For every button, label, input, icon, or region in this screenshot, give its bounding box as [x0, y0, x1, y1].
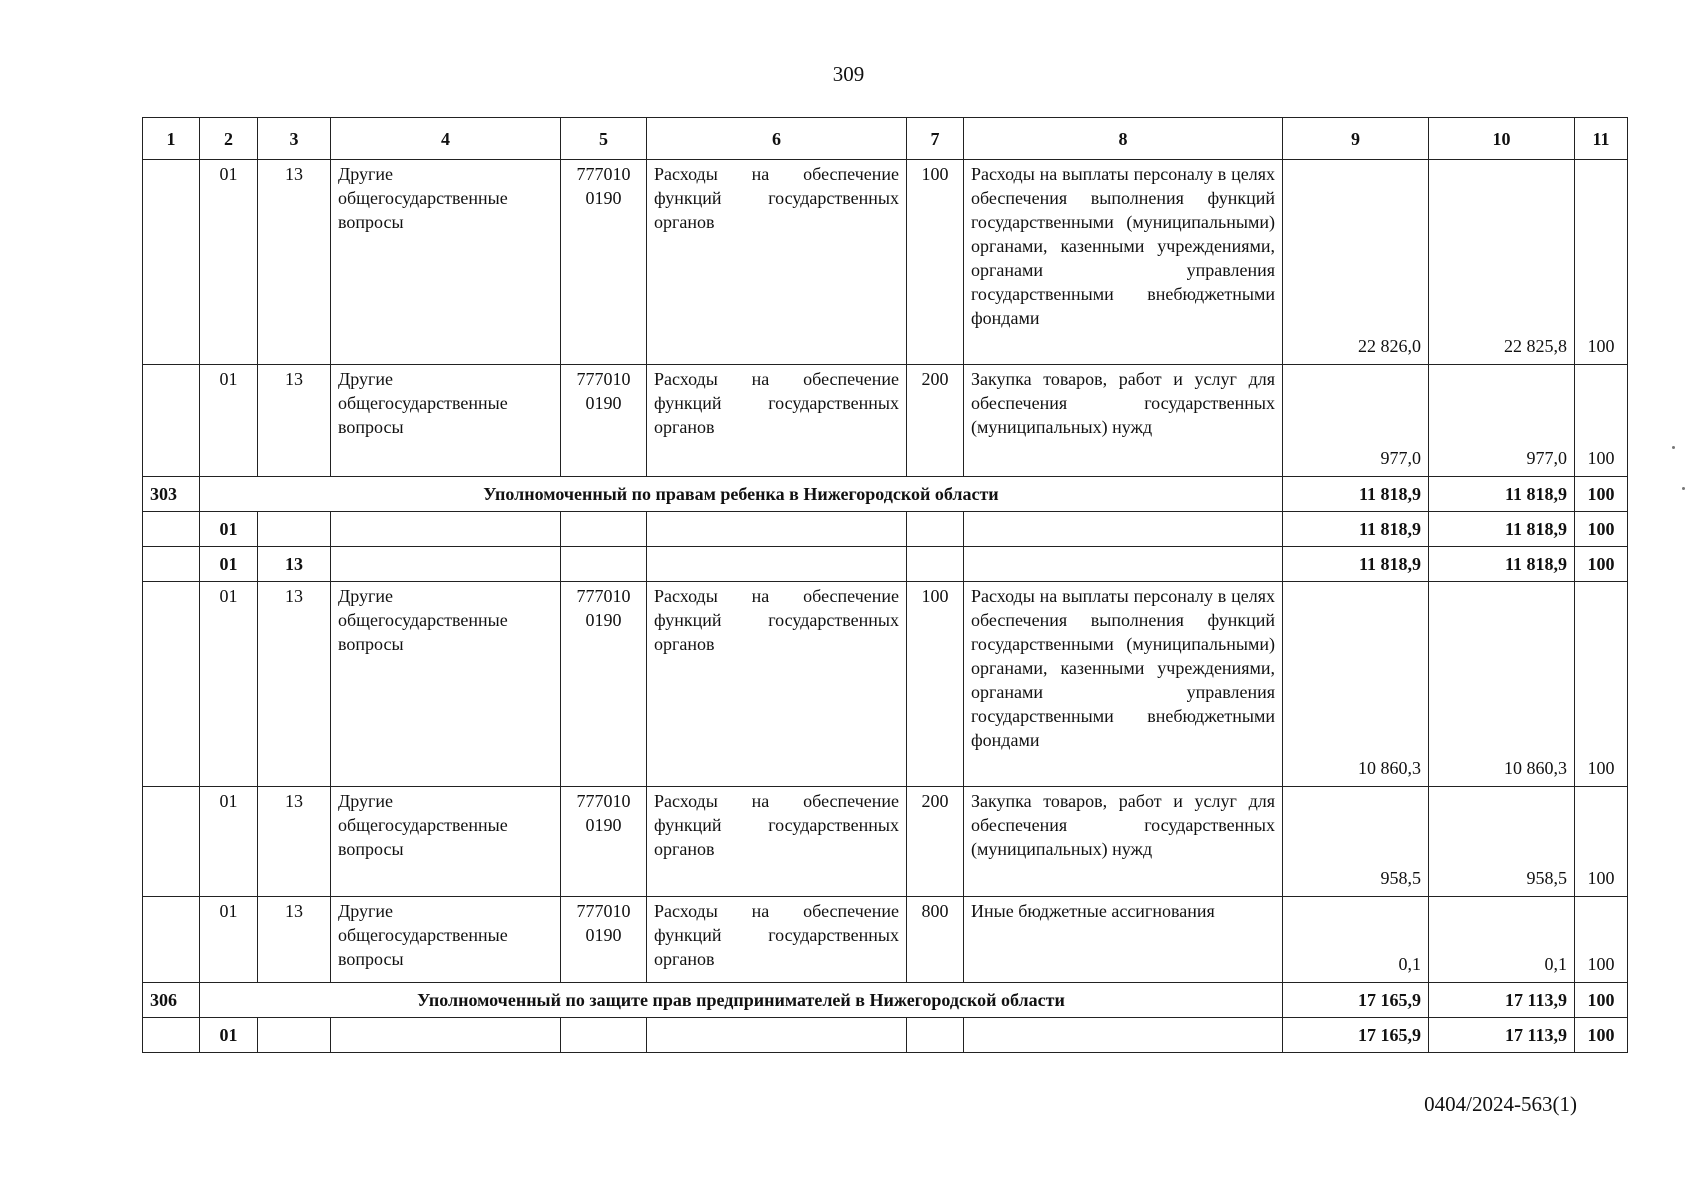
- cell-percent: 100: [1575, 547, 1628, 582]
- cell-subsection: 13: [258, 787, 331, 897]
- cell-section: 01: [200, 787, 258, 897]
- cell-organization-title: Уполномоченный по правам ребенка в Нижегородской области: [200, 477, 1283, 512]
- cell-target-article: 777010 0190: [561, 582, 647, 787]
- cell-empty: [647, 512, 907, 547]
- header-cell: 6: [647, 118, 907, 160]
- cell-actual: 11 818,9: [1429, 477, 1575, 512]
- cell-subsection: [258, 1018, 331, 1053]
- cell-actual: 22 825,8: [1429, 160, 1575, 365]
- cell-planned: 10 860,3: [1283, 582, 1429, 787]
- cell-subsection: 13: [258, 547, 331, 582]
- cell-percent: 100: [1575, 582, 1628, 787]
- cell-empty: [561, 1018, 647, 1053]
- cell-article-name: Расходы на обеспечение функций государственных органов: [647, 365, 907, 477]
- cell-article-name: Расходы на обеспечение функций государственных органов: [647, 787, 907, 897]
- cell-empty: [561, 547, 647, 582]
- cell-expense-type: 100: [907, 160, 964, 365]
- cell-section: 01: [200, 897, 258, 983]
- cell-actual: 10 860,3: [1429, 582, 1575, 787]
- table-row-title: [143, 983, 1628, 1018]
- cell-section-name: Другие общегосударственные вопросы: [331, 582, 561, 787]
- cell-empty: [907, 512, 964, 547]
- cell-subsection: 13: [258, 365, 331, 477]
- table-row: [143, 897, 1628, 983]
- table-row-subtotal: [143, 1018, 1628, 1053]
- header-cell: 4: [331, 118, 561, 160]
- cell-section-name: Другие общегосударственные вопросы: [331, 365, 561, 477]
- header-row: [143, 118, 1628, 160]
- header-cell: 8: [964, 118, 1283, 160]
- cell-empty: [561, 512, 647, 547]
- cell-section: 01: [200, 547, 258, 582]
- cell-empty: [647, 1018, 907, 1053]
- table-row: [143, 787, 1628, 897]
- cell-empty: [907, 1018, 964, 1053]
- cell-expense-name: Расходы на выплаты персоналу в целях обеспечения выполнения функций государственными (муниципальными) органами, казенными учреждениями, органами управления государственными внебюджетными фондами: [964, 160, 1283, 365]
- cell-percent: 100: [1575, 512, 1628, 547]
- cell-section: 01: [200, 365, 258, 477]
- document-code: 0404/2024-563(1): [1424, 1092, 1577, 1116]
- header-cell: 3: [258, 118, 331, 160]
- table-row: [143, 582, 1628, 787]
- cell-percent: 100: [1575, 897, 1628, 983]
- cell-expense-type: 800: [907, 897, 964, 983]
- table-row-title: [143, 477, 1628, 512]
- cell-target-article: 777010 0190: [561, 897, 647, 983]
- cell-actual: 17 113,9: [1429, 983, 1575, 1018]
- cell-target-article: 777010 0190: [561, 787, 647, 897]
- cell-planned: 958,5: [1283, 787, 1429, 897]
- cell-actual: 11 818,9: [1429, 547, 1575, 582]
- table-row-subtotal: [143, 547, 1628, 582]
- cell-planned: 0,1: [1283, 897, 1429, 983]
- cell-actual: 0,1: [1429, 897, 1575, 983]
- cell-percent: 100: [1575, 365, 1628, 477]
- cell-subsection: 13: [258, 160, 331, 365]
- cell-actual: 977,0: [1429, 365, 1575, 477]
- cell-code: [143, 787, 200, 897]
- table-row: [143, 160, 1628, 365]
- cell-code: [143, 582, 200, 787]
- cell-organization-title: Уполномоченный по защите прав предпринимателей в Нижегородской области: [200, 983, 1283, 1018]
- header-cell: 5: [561, 118, 647, 160]
- cell-code: [143, 897, 200, 983]
- cell-code: [143, 512, 200, 547]
- cell-empty: [331, 512, 561, 547]
- table-row-subtotal: [143, 512, 1628, 547]
- cell-percent: 100: [1575, 983, 1628, 1018]
- cell-planned: 17 165,9: [1283, 983, 1429, 1018]
- table-row: [143, 365, 1628, 477]
- cell-planned: 977,0: [1283, 365, 1429, 477]
- cell-section-name: Другие общегосударственные вопросы: [331, 160, 561, 365]
- cell-empty: [331, 1018, 561, 1053]
- cell-subsection: 13: [258, 582, 331, 787]
- cell-subsection: 13: [258, 897, 331, 983]
- cell-code: 306: [143, 983, 200, 1018]
- cell-empty: [331, 547, 561, 582]
- cell-section-name: Другие общегосударственные вопросы: [331, 897, 561, 983]
- header-cell: 10: [1429, 118, 1575, 160]
- cell-percent: 100: [1575, 160, 1628, 365]
- cell-expense-name: Закупка товаров, работ и услуг для обеспечения государственных (муниципальных) нужд: [964, 365, 1283, 477]
- cell-code: [143, 547, 200, 582]
- header-cell: 2: [200, 118, 258, 160]
- cell-empty: [907, 547, 964, 582]
- cell-section: 01: [200, 1018, 258, 1053]
- cell-section: 01: [200, 582, 258, 787]
- cell-code: [143, 365, 200, 477]
- cell-expense-name: Закупка товаров, работ и услуг для обеспечения государственных (муниципальных) нужд: [964, 787, 1283, 897]
- cell-target-article: 777010 0190: [561, 365, 647, 477]
- cell-target-article: 777010 0190: [561, 160, 647, 365]
- cell-empty: [964, 512, 1283, 547]
- cell-planned: 11 818,9: [1283, 477, 1429, 512]
- cell-planned: 11 818,9: [1283, 547, 1429, 582]
- header-cell: 11: [1575, 118, 1628, 160]
- cell-article-name: Расходы на обеспечение функций государственных органов: [647, 160, 907, 365]
- cell-code: [143, 160, 200, 365]
- page-number: 309: [832, 62, 865, 86]
- cell-actual: 17 113,9: [1429, 1018, 1575, 1053]
- header-cell: 9: [1283, 118, 1429, 160]
- cell-expense-name: Иные бюджетные ассигнования: [964, 897, 1283, 983]
- cell-planned: 22 826,0: [1283, 160, 1429, 365]
- cell-planned: 17 165,9: [1283, 1018, 1429, 1053]
- cell-code: 303: [143, 477, 200, 512]
- cell-article-name: Расходы на обеспечение функций государственных органов: [647, 897, 907, 983]
- cell-section: 01: [200, 512, 258, 547]
- cell-percent: 100: [1575, 787, 1628, 897]
- cell-empty: [964, 547, 1283, 582]
- cell-expense-name: Расходы на выплаты персоналу в целях обеспечения выполнения функций государственными (муниципальными) органами, казенными учреждениями, органами управления государственными внебюджетными фондами: [964, 582, 1283, 787]
- scan-speck: [1672, 446, 1675, 449]
- cell-expense-type: 200: [907, 787, 964, 897]
- cell-code: [143, 1018, 200, 1053]
- cell-article-name: Расходы на обеспечение функций государственных органов: [647, 582, 907, 787]
- cell-empty: [647, 547, 907, 582]
- cell-empty: [964, 1018, 1283, 1053]
- scan-speck: [1682, 487, 1685, 490]
- cell-percent: 100: [1575, 477, 1628, 512]
- cell-actual: 958,5: [1429, 787, 1575, 897]
- budget-table: [142, 117, 1628, 1053]
- cell-subsection: [258, 512, 331, 547]
- cell-actual: 11 818,9: [1429, 512, 1575, 547]
- cell-expense-type: 200: [907, 365, 964, 477]
- cell-expense-type: 100: [907, 582, 964, 787]
- cell-planned: 11 818,9: [1283, 512, 1429, 547]
- cell-percent: 100: [1575, 1018, 1628, 1053]
- cell-section: 01: [200, 160, 258, 365]
- header-cell: 1: [143, 118, 200, 160]
- cell-section-name: Другие общегосударственные вопросы: [331, 787, 561, 897]
- header-cell: 7: [907, 118, 964, 160]
